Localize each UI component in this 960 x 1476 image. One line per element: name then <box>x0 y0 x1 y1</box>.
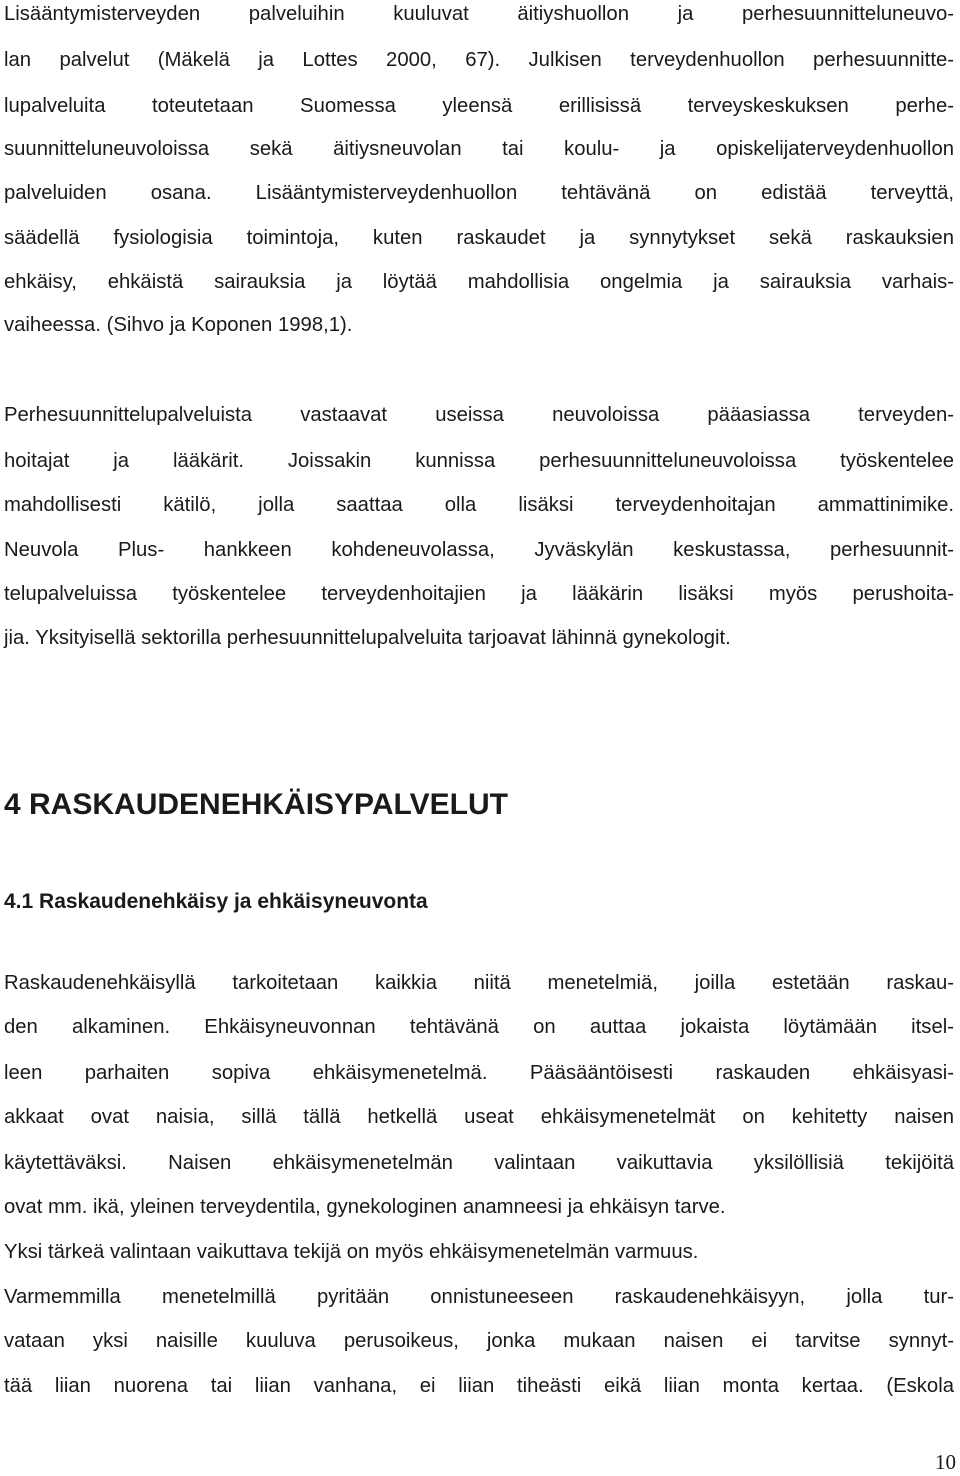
text-line: telupalveluissa työskentelee terveydenhoitajien ja lääkärin lisäksi myös perushoita- <box>4 583 954 605</box>
text-line: Yksi tärkeä valintaan vaikuttava tekijä on myös ehkäisymenetelmän varmuus. <box>4 1241 699 1263</box>
text-line: lupalveluita toteutetaan Suomessa yleensä erillisissä terveyskeskuksen perhe- <box>4 95 954 117</box>
text-line: den alkaminen. Ehkäisyneuvonnan tehtävänä on auttaa jokaista löytämään itsel- <box>4 1016 954 1038</box>
text-line: Perhesuunnittelupalveluista vastaavat useissa neuvoloissa pääasiassa terveyden- <box>4 404 954 426</box>
text-line: ovat mm. ikä, yleinen terveydentila, gynekologinen anamneesi ja ehkäisyn tarve. <box>4 1196 726 1218</box>
text-line: jia. Yksityisellä sektorilla perhesuunnittelupalveluita tarjoavat lähinnä gynekologit. <box>4 627 731 649</box>
text-line: hoitajat ja lääkärit. Joissakin kunnissa perhesuunnitteluneuvoloissa työskentelee <box>4 450 954 472</box>
text-line: suunnitteluneuvoloissa sekä äitiysneuvolan tai koulu- ja opiskelijaterveydenhuollon <box>4 138 954 160</box>
text-line: akkaat ovat naisia, sillä tällä hetkellä useat ehkäisymenetelmät on kehitetty naisen <box>4 1106 954 1128</box>
page-number: 10 <box>935 1450 956 1474</box>
text-line: vataan yksi naisille kuuluva perusoikeus, jonka mukaan naisen ei tarvitse synnyt- <box>4 1330 954 1352</box>
text-line: säädellä fysiologisia toimintoja, kuten raskaudet ja synnytykset sekä raskauksien <box>4 227 954 249</box>
text-line: vaiheessa. (Sihvo ja Koponen 1998,1). <box>4 314 353 336</box>
text-line: tää liian nuorena tai liian vanhana, ei liian tiheästi eikä liian monta kertaa. (Eskola <box>4 1375 954 1397</box>
text-line: käytettäväksi. Naisen ehkäisymenetelmän valintaan vaikuttavia yksilöllisiä tekijöitä <box>4 1152 954 1174</box>
text-line: mahdollisesti kätilö, jolla saattaa olla lisäksi terveydenhoitajan ammattinimike. <box>4 494 954 516</box>
text-line: ehkäisy, ehkäistä sairauksia ja löytää mahdollisia ongelmia ja sairauksia varhais- <box>4 271 954 293</box>
text-line: lan palvelut (Mäkelä ja Lottes 2000, 67). Julkisen terveydenhuollon perhesuunnitte- <box>4 49 954 71</box>
text-line: leen parhaiten sopiva ehkäisymenetelmä. Pääsääntöisesti raskauden ehkäisyasi- <box>4 1062 954 1084</box>
text-line: Raskaudenehkäisyllä tarkoitetaan kaikkia niitä menetelmiä, joilla estetään raskau- <box>4 972 954 994</box>
text-line: Neuvola Plus- hankkeen kohdeneuvolassa, Jyväskylän keskustassa, perhesuunnit- <box>4 539 954 561</box>
text-line: Varmemmilla menetelmillä pyritään onnistuneeseen raskaudenehkäisyyn, jolla tur- <box>4 1286 954 1308</box>
section-heading: 4.1 Raskaudenehkäisy ja ehkäisyneuvonta <box>4 890 428 913</box>
text-line: Lisääntymisterveyden palveluihin kuuluvat äitiyshuollon ja perhesuunnitteluneuvo- <box>4 3 954 25</box>
chapter-heading: 4 RASKAUDENEHKÄISYPALVELUT <box>4 788 508 821</box>
text-line: palveluiden osana. Lisääntymisterveydenhuollon tehtävänä on edistää terveyttä, <box>4 182 954 204</box>
